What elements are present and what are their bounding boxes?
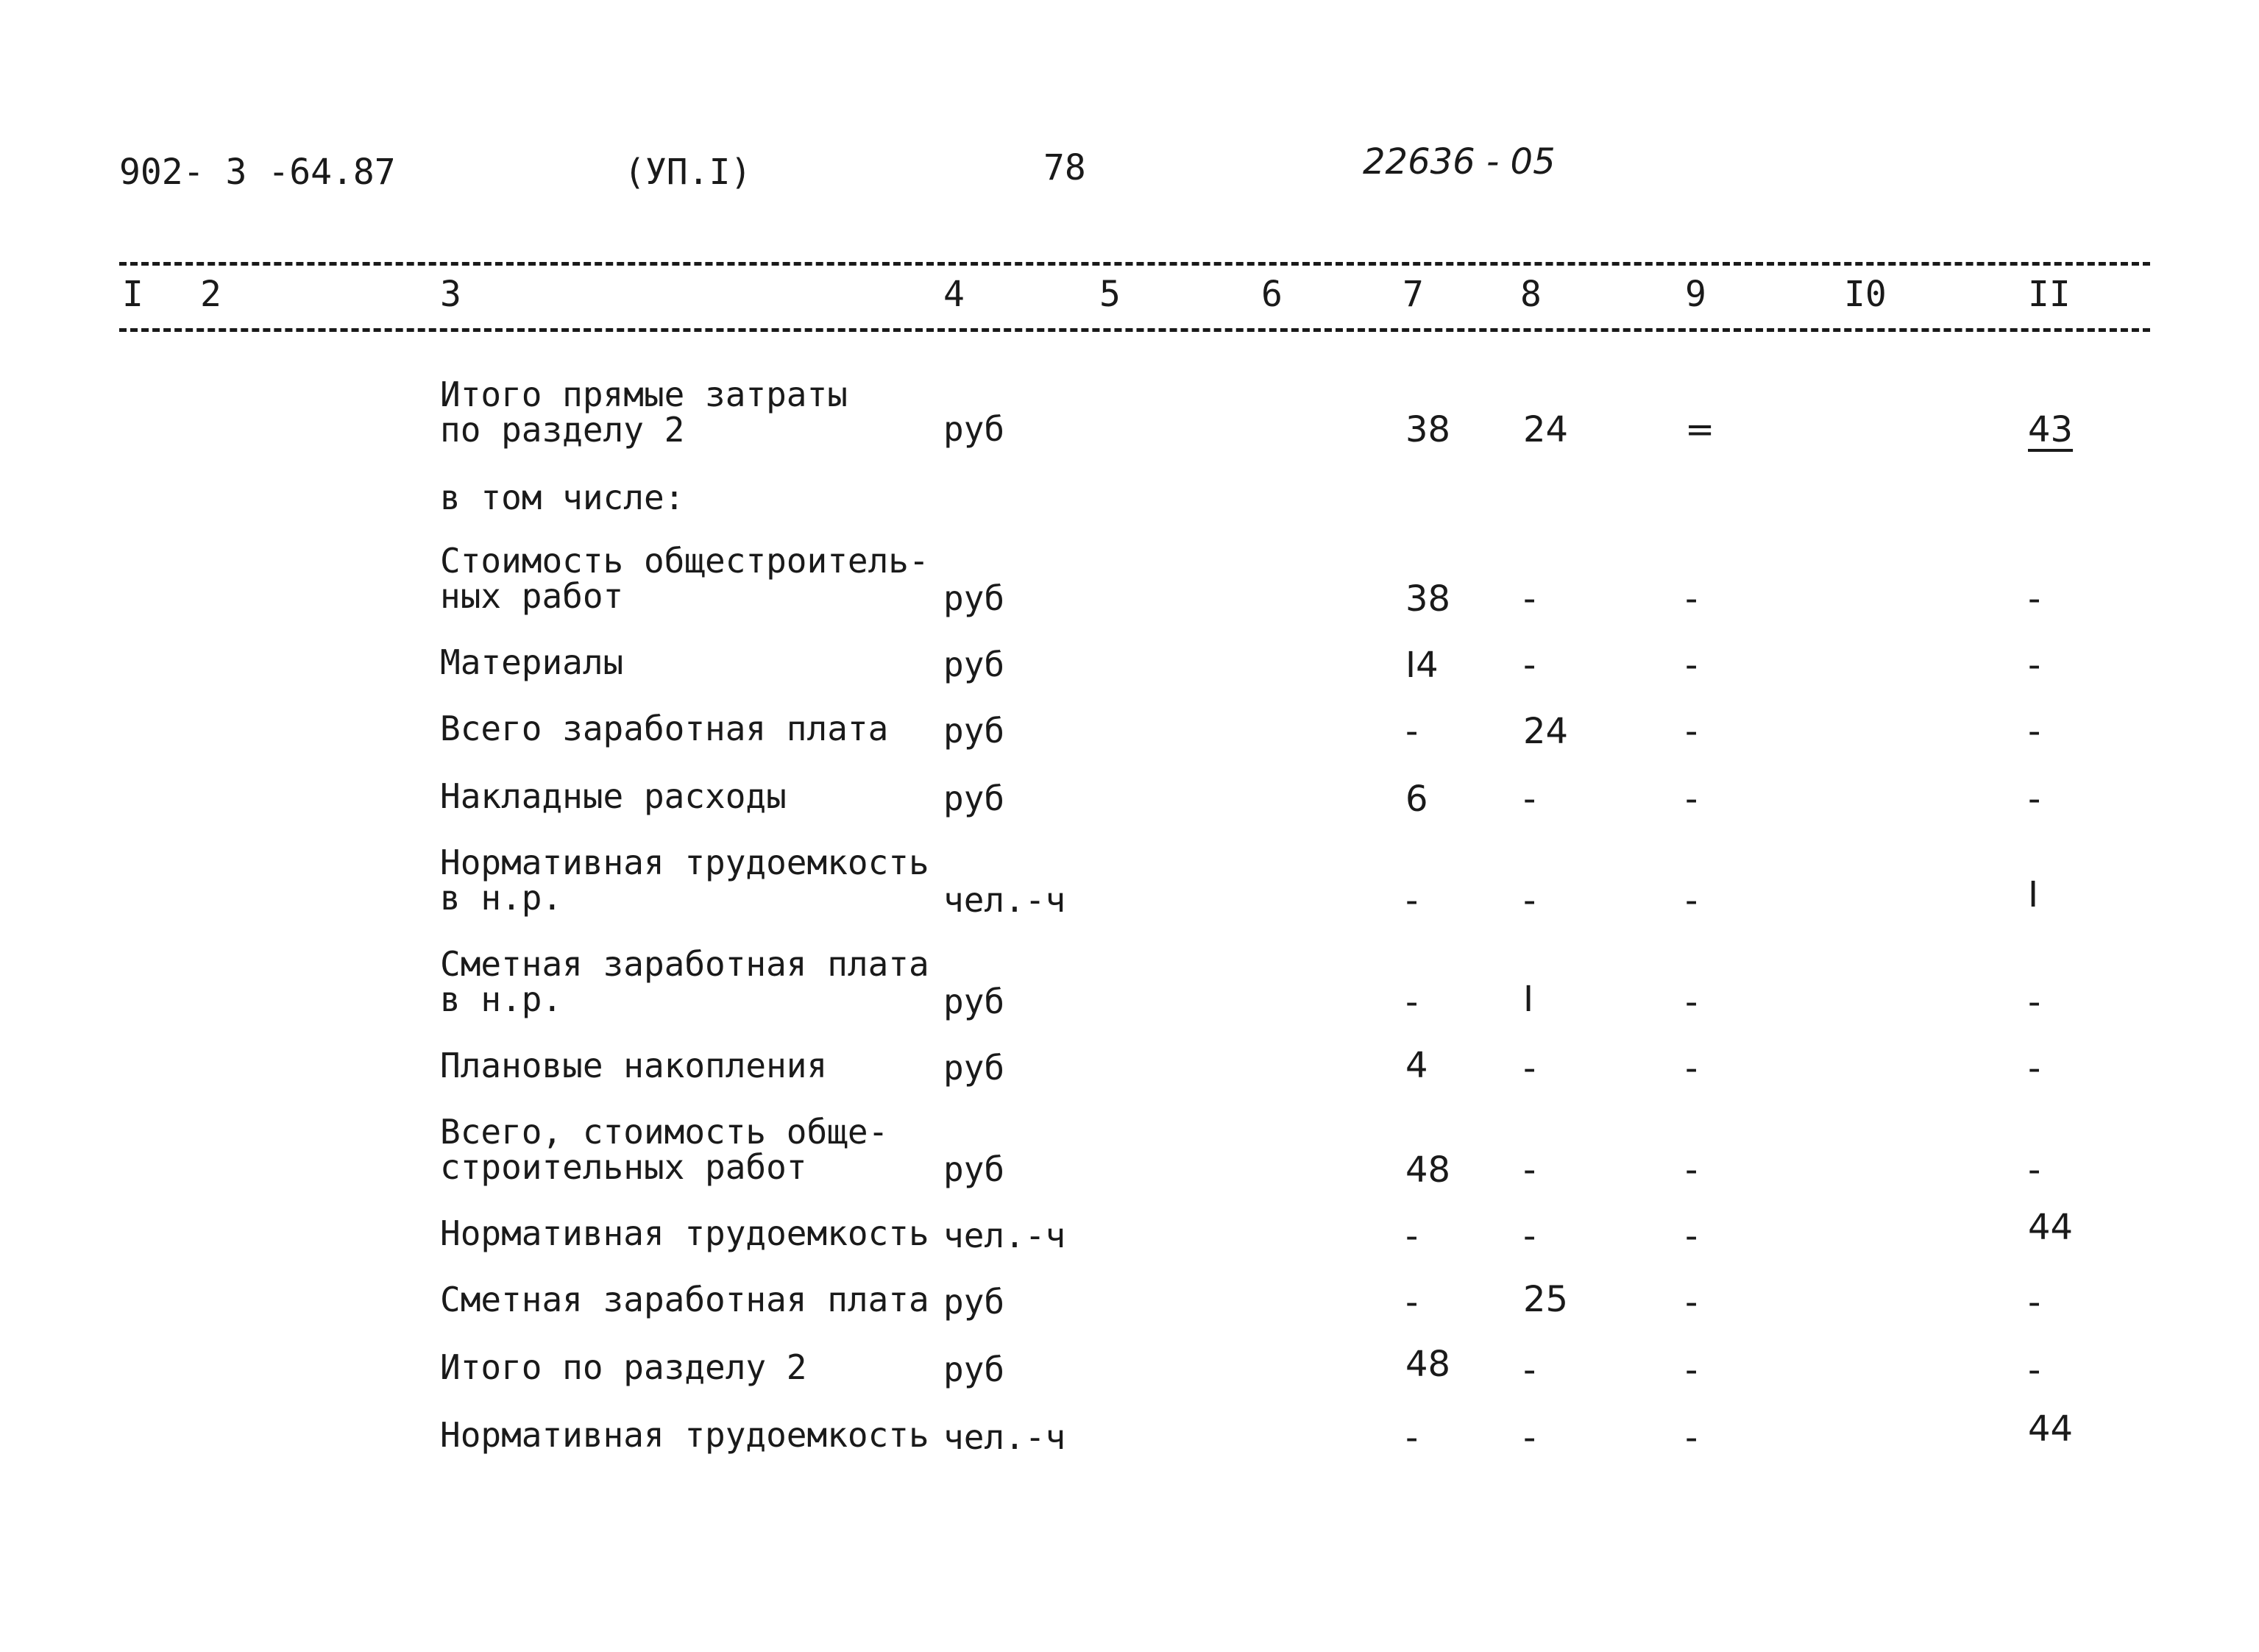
row-description: Нормативная трудоемкость в н.р. [440, 843, 929, 918]
row-description: Стоимость общестроитель- ных работ [440, 541, 929, 616]
row-value-col7: 48 [1405, 1149, 1451, 1191]
row-description: в том числе: [440, 478, 685, 517]
row-description: Плановые накопления [440, 1046, 828, 1085]
row-value-col7: - [1405, 1417, 1419, 1458]
row-value-col9: - [1685, 880, 1698, 921]
row-description: Сметная заработная плата [440, 1280, 929, 1319]
row-unit: руб [943, 1350, 1005, 1389]
row-unit: руб [943, 982, 1005, 1021]
column-number-7: 7 [1402, 274, 1424, 315]
row-value-col7: 38 [1405, 409, 1451, 450]
reference-number: 22636 - 05 [1363, 141, 1556, 182]
row-value-col11: I [2028, 874, 2039, 915]
row-value-col11: - [2028, 982, 2041, 1023]
row-value-col11: 43 [2028, 409, 2074, 450]
column-number-11: II [2028, 274, 2071, 315]
row-description: Сметная заработная плата в н.р. [440, 944, 929, 1019]
row-value-col9: - [1685, 1149, 1698, 1191]
row-value-col7: 48 [1405, 1344, 1451, 1385]
document-code: 902- 3 -64.87 [119, 152, 396, 193]
row-value-col7: 38 [1405, 578, 1451, 620]
row-unit: чел.-ч [943, 1417, 1066, 1457]
row-value-col8: - [1523, 1216, 1536, 1257]
row-description: Всего, стоимость обще- строительных работ [440, 1112, 889, 1187]
column-number-3: 3 [440, 274, 461, 315]
row-unit: руб [943, 578, 1005, 618]
row-value-col9: - [1685, 1350, 1698, 1391]
row-value-col9: - [1685, 1282, 1698, 1323]
row-description: Всего заработная плата [440, 709, 889, 748]
row-unit: руб [943, 1149, 1005, 1189]
row-value-col7: - [1405, 982, 1419, 1023]
row-value-col9: - [1685, 1417, 1698, 1458]
row-value-col11: 44 [2028, 1207, 2074, 1248]
row-value-col8: - [1523, 1048, 1536, 1089]
row-value-col8: 25 [1523, 1279, 1569, 1320]
row-value-col11: - [2028, 779, 2041, 820]
row-description: Итого по разделу 2 [440, 1347, 807, 1387]
row-value-col7: - [1405, 1282, 1419, 1323]
row-value-col8: - [1523, 880, 1536, 921]
column-number-1: I [122, 274, 143, 315]
row-value-col8: - [1523, 779, 1536, 820]
row-value-col9: - [1685, 779, 1698, 820]
section-label: (УП.I) [624, 152, 752, 193]
row-value-col8: - [1523, 1149, 1536, 1191]
column-number-4: 4 [943, 274, 965, 315]
row-value-col11: - [2028, 711, 2041, 752]
header-dashed-rule [119, 328, 2150, 332]
page-number: 78 [1043, 147, 1086, 188]
row-value-col11: - [2028, 1282, 2041, 1323]
row-description: Нормативная трудоемкость [440, 1213, 929, 1253]
row-value-col11: - [2028, 1048, 2041, 1089]
top-dashed-rule [119, 262, 2150, 266]
row-unit: руб [943, 711, 1005, 751]
row-value-col7: I4 [1405, 645, 1439, 686]
row-unit: руб [943, 1282, 1005, 1322]
row-unit: руб [943, 409, 1005, 449]
row-unit: чел.-ч [943, 880, 1066, 920]
row-value-col11: - [2028, 1149, 2041, 1191]
column-number-2: 2 [200, 274, 221, 315]
row-unit: чел.-ч [943, 1216, 1066, 1255]
row-value-col9: - [1685, 1216, 1698, 1257]
column-number-6: 6 [1261, 274, 1283, 315]
row-value-col7: - [1405, 711, 1419, 752]
row-value-col7: 6 [1405, 779, 1428, 820]
row-value-col8: I [1523, 979, 1534, 1020]
row-value-col9: - [1685, 711, 1698, 752]
row-value-col8: - [1523, 645, 1536, 686]
row-value-col7: - [1405, 1216, 1419, 1257]
row-description: Нормативная трудоемкость [440, 1415, 929, 1455]
row-unit: руб [943, 1048, 1005, 1088]
column-number-5: 5 [1099, 274, 1121, 315]
row-value-col7: 4 [1405, 1045, 1428, 1086]
row-value-col9: - [1685, 645, 1698, 686]
row-value-col11: - [2028, 1350, 2041, 1391]
row-unit: руб [943, 779, 1005, 818]
row-value-col7: - [1405, 880, 1419, 921]
row-value-col8: 24 [1523, 711, 1569, 752]
row-value-col11: - [2028, 645, 2041, 686]
row-description: Накладные расходы [440, 776, 787, 816]
row-value-col9: - [1685, 982, 1698, 1023]
row-unit: руб [943, 645, 1005, 684]
column-number-9: 9 [1685, 274, 1706, 315]
row-value-col8: 24 [1523, 409, 1569, 450]
row-description: Итого прямые затраты по разделу 2 [440, 375, 848, 450]
row-value-col8: - [1523, 578, 1536, 620]
row-value-col11: - [2028, 578, 2041, 620]
row-value-col9: - [1685, 1048, 1698, 1089]
row-description: Материалы [440, 642, 624, 682]
column-number-8: 8 [1520, 274, 1542, 315]
row-value-col9: = [1685, 409, 1715, 450]
column-number-10: I0 [1844, 274, 1887, 315]
row-value-col11: 44 [2028, 1408, 2074, 1450]
row-value-col8: - [1523, 1417, 1536, 1458]
row-value-col8: - [1523, 1350, 1536, 1391]
row-value-col9: - [1685, 578, 1698, 620]
